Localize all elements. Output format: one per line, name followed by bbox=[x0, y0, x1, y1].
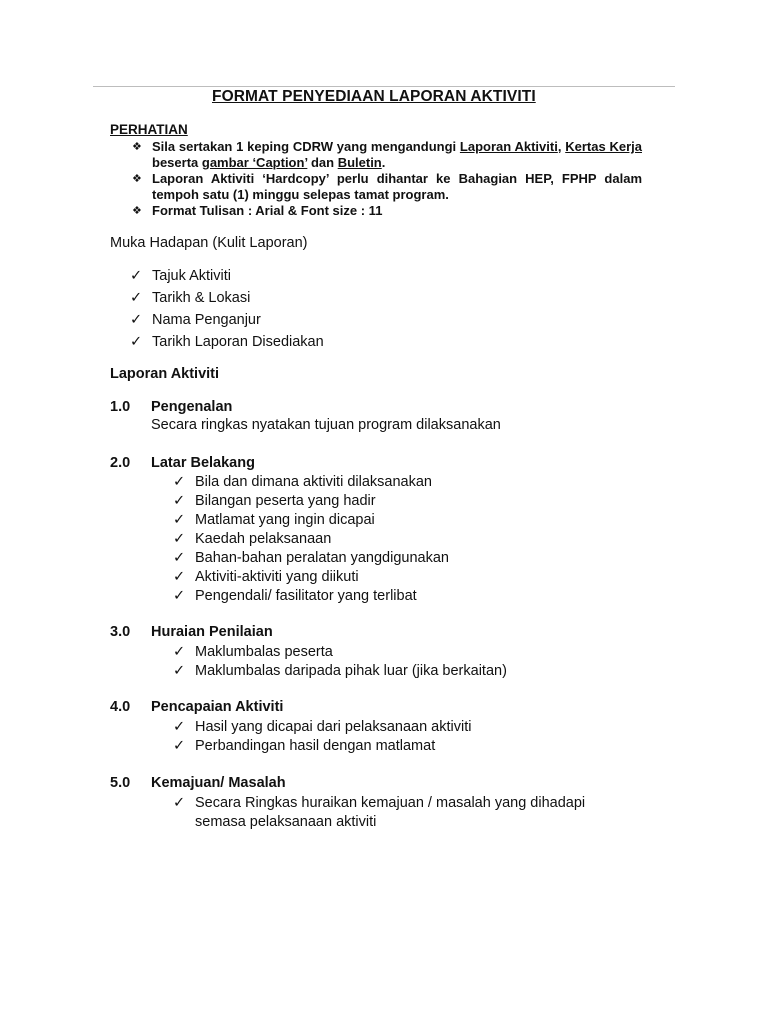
check-icon: ✓ bbox=[173, 493, 186, 509]
list-item: ✓ Pengendali/ fasilitator yang terlibat bbox=[173, 588, 417, 604]
list-item: ✓ Tarikh & Lokasi bbox=[130, 290, 251, 306]
list-item: ✓ Bahan-bahan peralatan yangdigunakan bbox=[173, 550, 449, 566]
note-text-2: Laporan Aktiviti ‘Hardcopy’ perlu dihantar ke Bahagian HEP, FPHP dalam tempoh satu (1) minggu selepas tamat program. bbox=[152, 171, 642, 202]
check-icon: ✓ bbox=[173, 738, 186, 754]
document-title: FORMAT PENYEDIAAN LAPORAN AKTIVITI bbox=[212, 88, 536, 105]
check-icon: ✓ bbox=[173, 588, 186, 604]
list-item: ✓ Kaedah pelaksanaan bbox=[173, 531, 332, 547]
list-item: ✓ Perbandingan hasil dengan matlamat bbox=[173, 738, 436, 754]
section-1-text: Secara ringkas nyatakan tujuan program dilaksanakan bbox=[151, 417, 501, 433]
list-item: ✓ Bilangan peserta yang hadir bbox=[173, 493, 376, 509]
section-1-heading: 1.0 Pengenalan bbox=[110, 399, 233, 415]
note-text-3: Format Tulisan : Arial & Font size : 11 bbox=[152, 203, 383, 218]
list-item-continuation: semasa pelaksanaan aktiviti bbox=[195, 814, 377, 830]
check-icon: ✓ bbox=[173, 512, 186, 528]
check-icon: ✓ bbox=[173, 474, 186, 490]
section-2-heading: 2.0 Latar Belakang bbox=[110, 455, 255, 471]
list-item: ✓ Nama Penganjur bbox=[130, 312, 261, 328]
list-item: ✓ Matlamat yang ingin dicapai bbox=[173, 512, 375, 528]
check-icon: ✓ bbox=[130, 334, 143, 350]
note-item-1 bbox=[132, 139, 642, 171]
list-item: ✓ Hasil yang dicapai dari pelaksanaan aktiviti bbox=[173, 719, 472, 735]
list-item: ✓ Aktiviti-aktiviti yang diikuti bbox=[173, 569, 359, 585]
check-icon: ✓ bbox=[173, 795, 186, 811]
laporan-aktiviti-heading: Laporan Aktiviti bbox=[110, 366, 220, 382]
note-item-3 bbox=[132, 203, 642, 219]
check-icon: ✓ bbox=[173, 719, 186, 735]
check-icon: ✓ bbox=[173, 644, 186, 660]
check-icon: ✓ bbox=[173, 550, 186, 566]
diamond-bullet-icon: ❖ bbox=[132, 173, 142, 185]
note-item-2 bbox=[132, 171, 642, 203]
check-icon: ✓ bbox=[130, 290, 143, 306]
list-item: ✓ Bila dan dimana aktiviti dilaksanakan bbox=[173, 474, 432, 490]
section-3-heading: 3.0 Huraian Penilaian bbox=[110, 624, 273, 640]
diamond-bullet-icon: ❖ bbox=[132, 141, 142, 153]
list-item: ✓ Secara Ringkas huraikan kemajuan / masalah yang dihadapi bbox=[173, 795, 586, 811]
muka-hadapan-heading: Muka Hadapan (Kulit Laporan) bbox=[110, 235, 308, 251]
check-icon: ✓ bbox=[173, 663, 186, 679]
section-4-heading: 4.0 Pencapaian Aktiviti bbox=[110, 699, 284, 715]
check-icon: ✓ bbox=[173, 569, 186, 585]
diamond-bullet-icon: ❖ bbox=[132, 205, 142, 217]
list-item: ✓ Tajuk Aktiviti bbox=[130, 268, 231, 284]
check-icon: ✓ bbox=[130, 312, 143, 328]
check-icon: ✓ bbox=[173, 531, 186, 547]
perhatian-heading: PERHATIAN bbox=[110, 122, 188, 137]
note-text-1: Sila sertakan 1 keping CDRW yang mengandungi Laporan Aktiviti, Kertas Kerja beserta gambar ‘Caption’ dan Buletin. bbox=[152, 139, 642, 170]
top-rule bbox=[93, 86, 675, 87]
check-icon: ✓ bbox=[130, 268, 143, 284]
section-5-heading: 5.0 Kemajuan/ Masalah bbox=[110, 775, 286, 791]
list-item: ✓ Maklumbalas daripada pihak luar (jika berkaitan) bbox=[173, 663, 507, 679]
list-item: ✓ Maklumbalas peserta bbox=[173, 644, 333, 660]
list-item: ✓ Tarikh Laporan Disediakan bbox=[130, 334, 324, 350]
